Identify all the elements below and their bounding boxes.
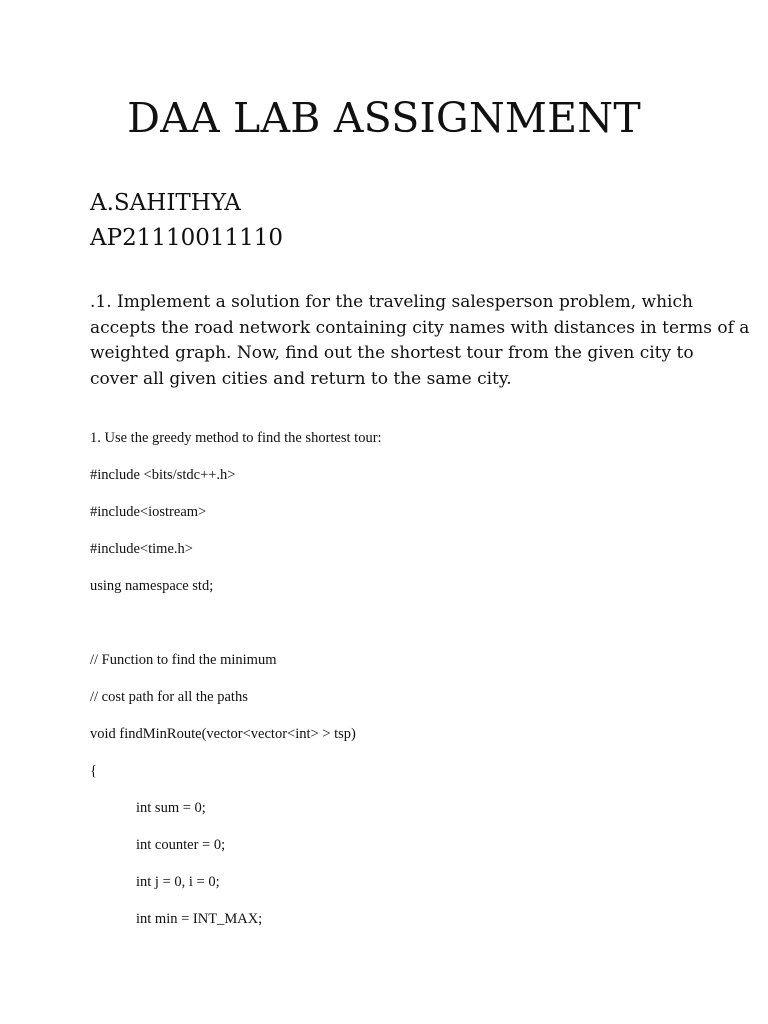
code-line: using namespace std; xyxy=(90,578,214,594)
question-line: accepts the road network containing city names with distances in terms of a xyxy=(90,317,750,338)
code-comment: // cost path for all the paths xyxy=(90,689,248,705)
code-line: #include<time.h> xyxy=(90,541,193,557)
question-line: cover all given cities and return to the same city. xyxy=(90,368,512,389)
question-paragraph xyxy=(90,290,750,392)
code-line: { xyxy=(90,763,97,779)
code-line: #include<iostream> xyxy=(90,504,207,520)
author-name: A.SAHITHYA xyxy=(90,190,241,216)
code-line: int sum = 0; xyxy=(136,800,206,816)
code-line: #include <bits/stdc++.h> xyxy=(90,467,236,483)
code-line: int counter = 0; xyxy=(136,837,226,853)
code-line: void findMinRoute(vector<vector<int> > tsp) xyxy=(90,726,356,742)
question-line: weighted graph. Now, find out the shortest tour from the given city to xyxy=(90,343,694,363)
code-line: int min = INT_MAX; xyxy=(136,911,263,927)
document-title: DAA LAB ASSIGNMENT xyxy=(127,94,641,142)
question-line: .1. Implement a solution for the traveling salesperson problem, which xyxy=(90,292,693,312)
code-comment: // Function to find the minimum xyxy=(90,652,277,668)
code-line: int j = 0, i = 0; xyxy=(136,874,220,890)
code-heading: 1. Use the greedy method to find the shortest tour: xyxy=(90,430,382,446)
author-roll-number: AP21110011110 xyxy=(90,225,284,251)
